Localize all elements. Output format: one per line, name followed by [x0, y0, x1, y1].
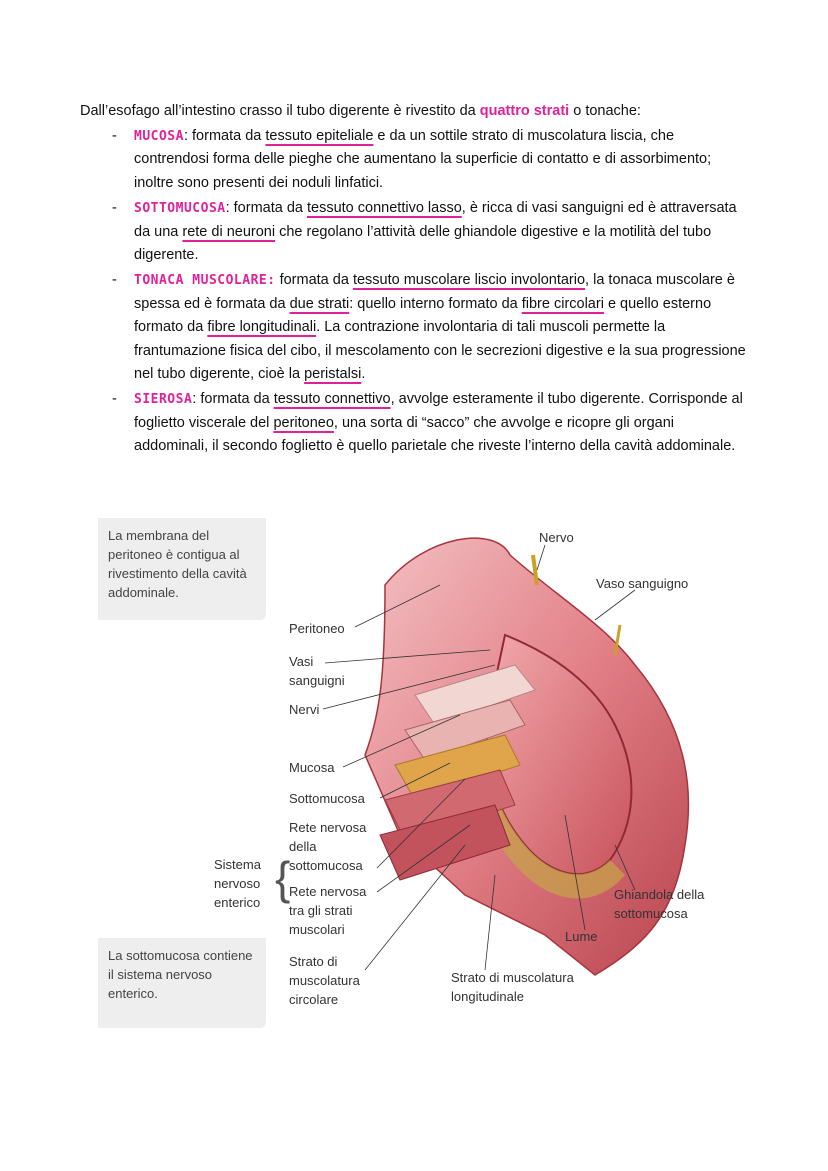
label-strato-longitudinale: Strato di muscolatura longitudinale	[451, 970, 574, 1004]
label-nervo: Nervo	[539, 530, 574, 545]
underlined-term: tessuto connettivo lasso	[307, 200, 462, 217]
text-span: : formata da	[192, 391, 274, 408]
intro-text-after: o tonache:	[569, 103, 641, 119]
label-lume: Lume	[565, 929, 598, 944]
text-span: , una sorta di “sacco” che avvolge e ricopre gli organi addominali, il secondo foglietto è quello parietale che riveste l’interno della cavità addominale.	[134, 414, 736, 455]
label-sistema-enterico: Sistema nervoso enterico	[214, 857, 261, 910]
layer-mucosa-term: MUCOSA	[134, 129, 184, 144]
text-span: : quello interno formato da	[349, 295, 522, 312]
layer-tonaca-muscolare	[112, 269, 752, 386]
underlined-term: fibre longitudinali	[207, 319, 317, 336]
list-dash: -	[112, 272, 117, 289]
label-vasi-sanguigni: Vasi sanguigni	[289, 654, 345, 688]
underlined-term: fibre circolari	[521, 295, 604, 312]
layer-tonaca-text	[134, 269, 752, 386]
underlined-term: rete di neuroni	[182, 223, 276, 240]
underlined-term: tessuto muscolare liscio involontario	[352, 272, 586, 289]
label-nervi: Nervi	[289, 702, 320, 717]
label-rete-sottomucosa: Rete nervosa della sottomucosa	[289, 820, 367, 873]
caption-peritoneo: La membrana del peritoneo è contigua al rivestimento della cavità addominale.	[98, 518, 266, 620]
label-strato-circolare: Strato di muscolatura circolare	[289, 954, 360, 1007]
layer-mucosa-text	[134, 125, 752, 195]
layer-sierosa	[112, 388, 752, 458]
brace-enterico: {	[275, 852, 291, 904]
underlined-term: peritoneo	[273, 414, 334, 431]
leader-vaso	[595, 590, 635, 620]
text-span: , la tonaca muscolare è spessa ed è formata da	[134, 272, 735, 312]
underlined-term: tessuto connettivo	[273, 391, 391, 408]
list-dash: -	[112, 200, 117, 217]
text-span: e da un sottile strato di muscolatura liscia, che contrendosi forma delle pieghe che aumentano la superficie di contatto e di assorbimento; inoltre sono presenti dei noduli linfatici.	[134, 128, 712, 191]
intro-highlight: quattro strati	[479, 103, 570, 119]
text-span: : formata da	[225, 200, 307, 217]
label-vaso-sanguigno: Vaso sanguigno	[596, 576, 689, 591]
layer-sierosa-text	[134, 388, 752, 458]
text-span: . La contrazione involontaria di tali muscoli permette la frantumazione fisica del cibo, il mescolamento con le secrezioni digestive e la sua progressione nel tubo digerente, cioè la	[134, 319, 746, 383]
layer-sottomucosa-term: SOTTOMUCOSA	[134, 201, 226, 217]
layer-mucosa	[112, 125, 752, 195]
label-ghiandola: Ghiandola della sottomucosa	[614, 887, 705, 921]
layer-sottomucosa-text	[134, 197, 752, 267]
layer-sottomucosa	[112, 197, 752, 267]
list-dash: -	[112, 128, 117, 144]
text-span: formata da	[275, 272, 353, 289]
caption-sottomucosa: La sottomucosa contiene il sistema nervoso enterico.	[98, 938, 266, 1028]
label-rete-muscolari: Rete nervosa tra gli strati muscolari	[289, 884, 367, 937]
label-mucosa: Mucosa	[289, 760, 335, 775]
layer-tonaca-term: TONACA MUSCOLARE:	[134, 273, 276, 289]
underlined-term: due strati	[289, 295, 350, 312]
underlined-term: peristalsi	[304, 366, 362, 383]
intro-paragraph	[80, 100, 780, 123]
label-sottomucosa: Sottomucosa	[289, 791, 365, 806]
label-peritoneo: Peritoneo	[289, 621, 345, 636]
text-span: : formata da	[183, 128, 266, 144]
text-span: e quello esterno formato da	[134, 295, 712, 336]
text-span: , avvolge esteramente il tubo digerente. Corrisponde al foglietto viscerale del	[134, 391, 743, 431]
text-span: .	[361, 366, 366, 383]
text-span: , è ricca di vasi sanguigni ed è attraversata da una	[134, 200, 737, 240]
layers-list	[112, 125, 752, 459]
leader-nervo	[537, 545, 545, 570]
list-dash: -	[112, 391, 117, 408]
intro-text-before: Dall’esofago all’intestino crasso il tubo digerente è rivestito da	[80, 103, 480, 119]
underlined-term: tessuto epiteliale	[265, 128, 374, 144]
text-span: che regolano l’attività delle ghiandole digestive e la motilità del tubo digerente.	[134, 223, 712, 264]
layer-sierosa-term: SIEROSA	[134, 392, 193, 408]
